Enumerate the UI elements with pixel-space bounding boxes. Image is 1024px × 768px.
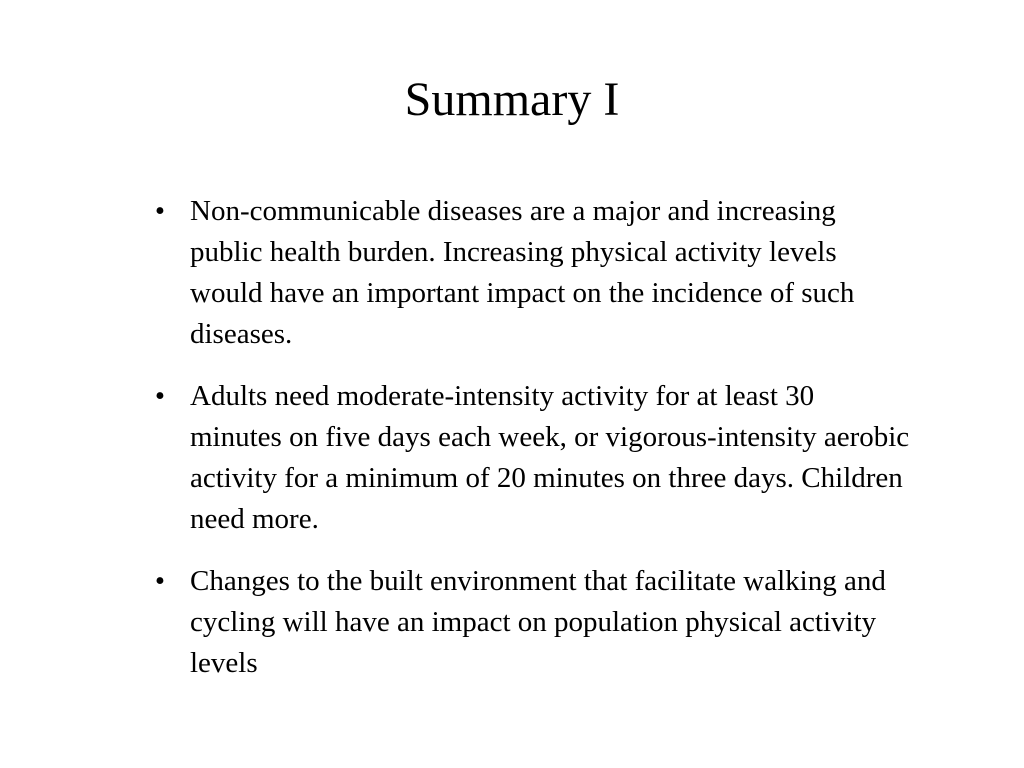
bullet-text: Adults need moderate-intensity activity for at least 30 minutes on five days each week, or vigorous-intensity aerobic activity for a minimum of 20 minutes on three days. Children need more. [190,380,910,535]
bullet-item [150,561,910,684]
bullet-text: Changes to the built environment that facilitate walking and cycling will have an impact on population physical activity levels [190,565,886,679]
bullet-item [150,191,910,355]
bullet-list [150,191,910,705]
bullet-item [150,376,910,540]
bullet-dot-icon: • [154,565,166,597]
slide-title: Summary I [404,73,620,126]
bullet-dot-icon: • [154,380,166,412]
bullet-text: Non-communicable diseases are a major and increasing public health burden. Increasing physical activity levels would have an important impact on the incidence of such diseases. [190,195,855,350]
bullet-dot-icon: • [154,195,166,227]
